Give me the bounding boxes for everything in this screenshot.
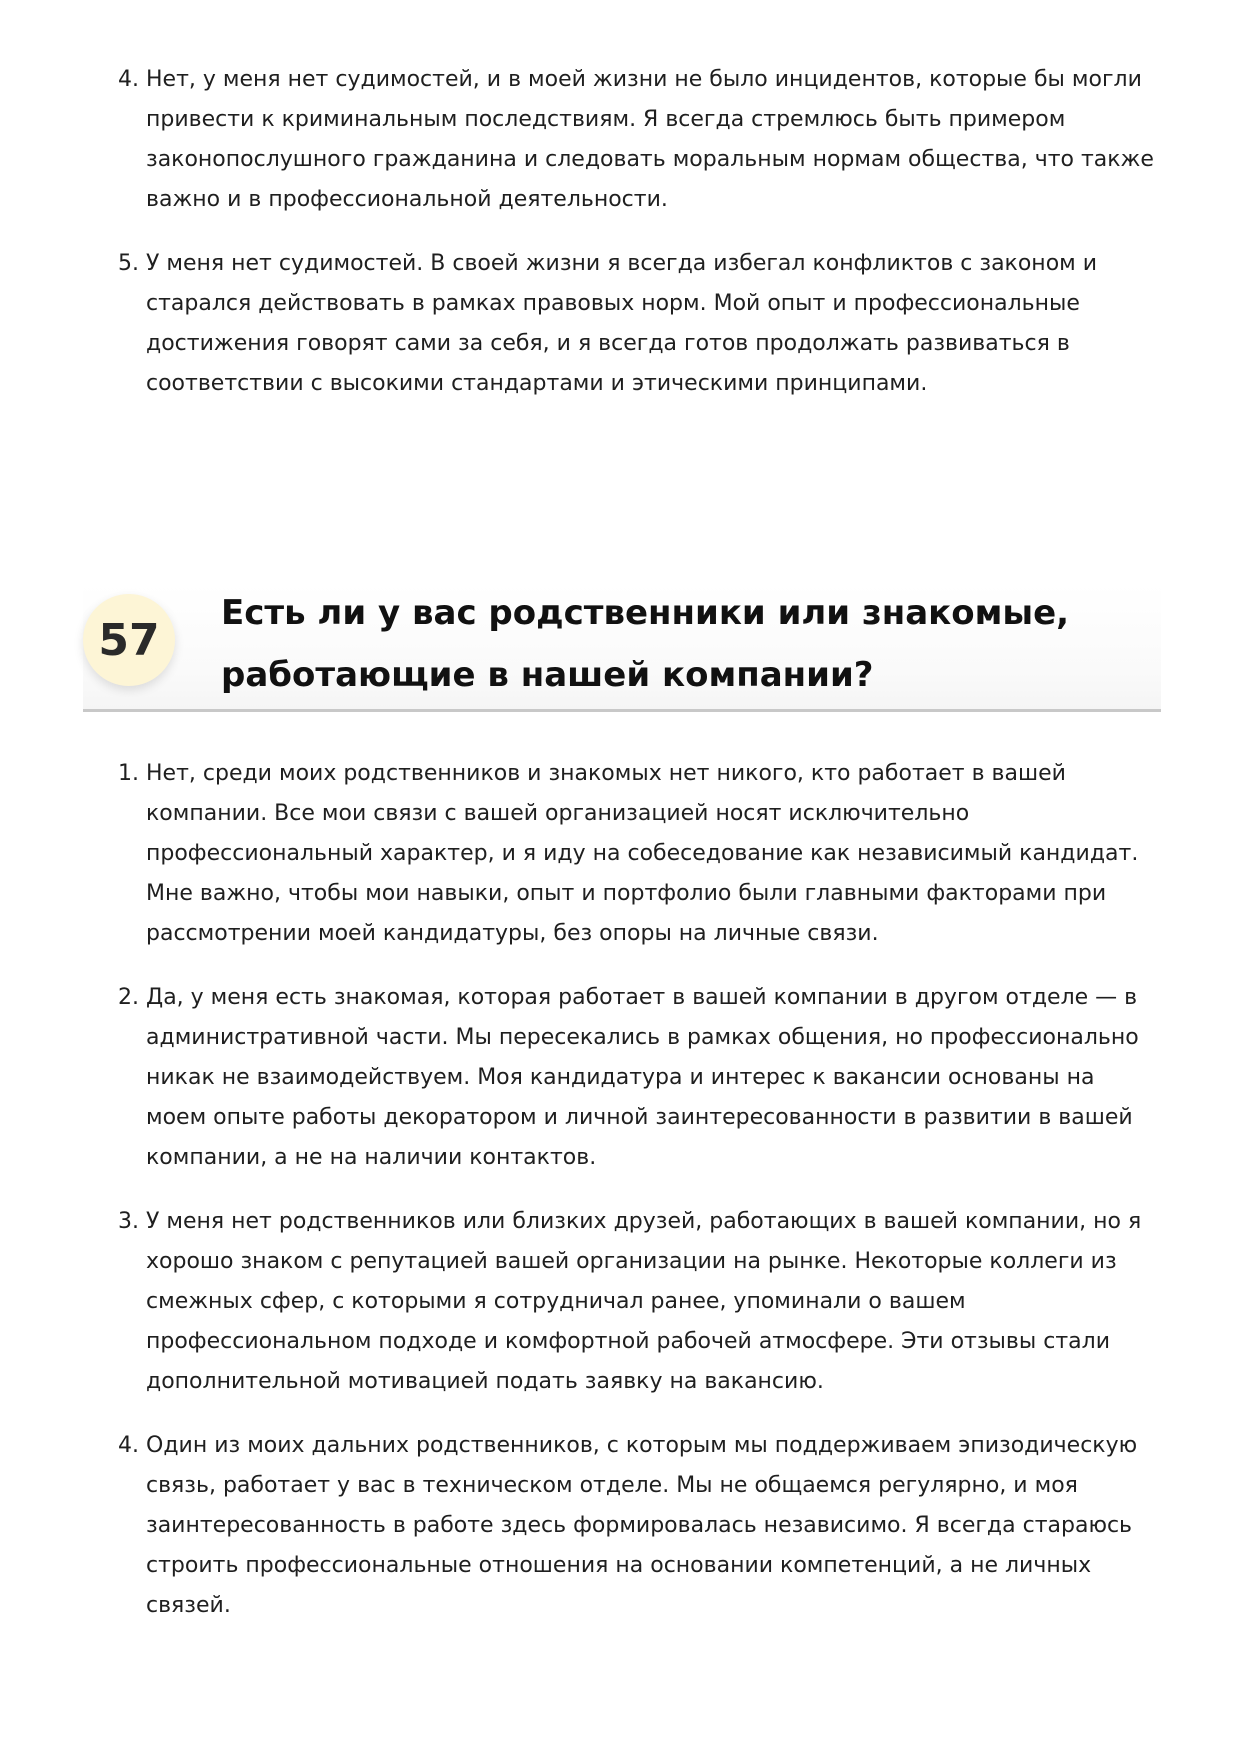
list-item [118, 754, 1156, 954]
list-item-number: 4. [118, 1433, 139, 1458]
list-item-text: Нет, среди моих родственников и знакомых нет никого, кто работает в вашей компании. Все мои связи с вашей организацией носят исключительно профессиональный характер, и я иду на собеседование как независимый кандидат. Мне важно, чтобы мои навыки, опыт и портфолио были главными факторами при рассмотрении моей кандидатуры, без опоры на личные связи. [146, 761, 1139, 946]
list-item [118, 60, 1156, 220]
list-item-text: Да, у меня есть знакомая, которая работает в вашей компании в другом отделе — в административной части. Мы пересекались в рамках общения, но профессионально никак не взаимодействуем. Моя кандидатура и интерес к вакансии основаны на моем опыте работы декоратором и личной заинтересованности в развитии в вашей компании, а не на наличии контактов. [146, 985, 1139, 1170]
question-header [83, 584, 1161, 712]
list-item-text: Один из моих дальних родственников, с которым мы поддерживаем эпизодическую связь, работает у вас в техническом отделе. Мы не общаемся регулярно, и моя заинтересованность в работе здесь формировалась независимо. Я всегда стараюсь строить профессиональные отношения на основании компетенций, а не личных связей. [146, 1433, 1138, 1618]
list-item [118, 1426, 1156, 1626]
previous-answer-list [118, 60, 1156, 428]
list-item-number: 4. [118, 67, 139, 92]
list-item-text: Нет, у меня нет судимостей, и в моей жизни не было инцидентов, которые бы могли привести к криминальным последствиям. Я всегда стремлюсь быть примером законопослушного гражданина и следовать моральным нормам общества, что также важно и в профессиональной деятельности. [146, 67, 1154, 212]
list-item [118, 1202, 1156, 1402]
list-item-number: 2. [118, 985, 139, 1010]
list-item-number: 1. [118, 761, 139, 786]
list-item-text: У меня нет родственников или близких друзей, работающих в вашей компании, но я хорошо знаком с репутацией вашей организации на рынке. Некоторые коллеги из смежных сфер, с которыми я сотрудничал ранее, упоминали о вашем профессиональном подходе и комфортной рабочей атмосфере. Эти отзывы стали дополнительной мотивацией подать заявку на вакансию. [146, 1209, 1142, 1394]
list-item [118, 978, 1156, 1178]
question-number-badge: 57 [83, 594, 175, 686]
question-title: Есть ли у вас родственники или знакомые, работающие в нашей компании? [221, 593, 1070, 695]
answer-list [118, 754, 1156, 1650]
list-item-number: 3. [118, 1209, 139, 1234]
list-item [118, 244, 1156, 404]
list-item-number: 5. [118, 251, 139, 276]
list-item-text: У меня нет судимостей. В своей жизни я всегда избегал конфликтов с законом и старался действовать в рамках правовых норм. Мой опыт и профессиональные достижения говорят сами за себя, и я всегда готов продолжать развиваться в соответствии с высокими стандартами и этическими принципами. [146, 251, 1098, 396]
